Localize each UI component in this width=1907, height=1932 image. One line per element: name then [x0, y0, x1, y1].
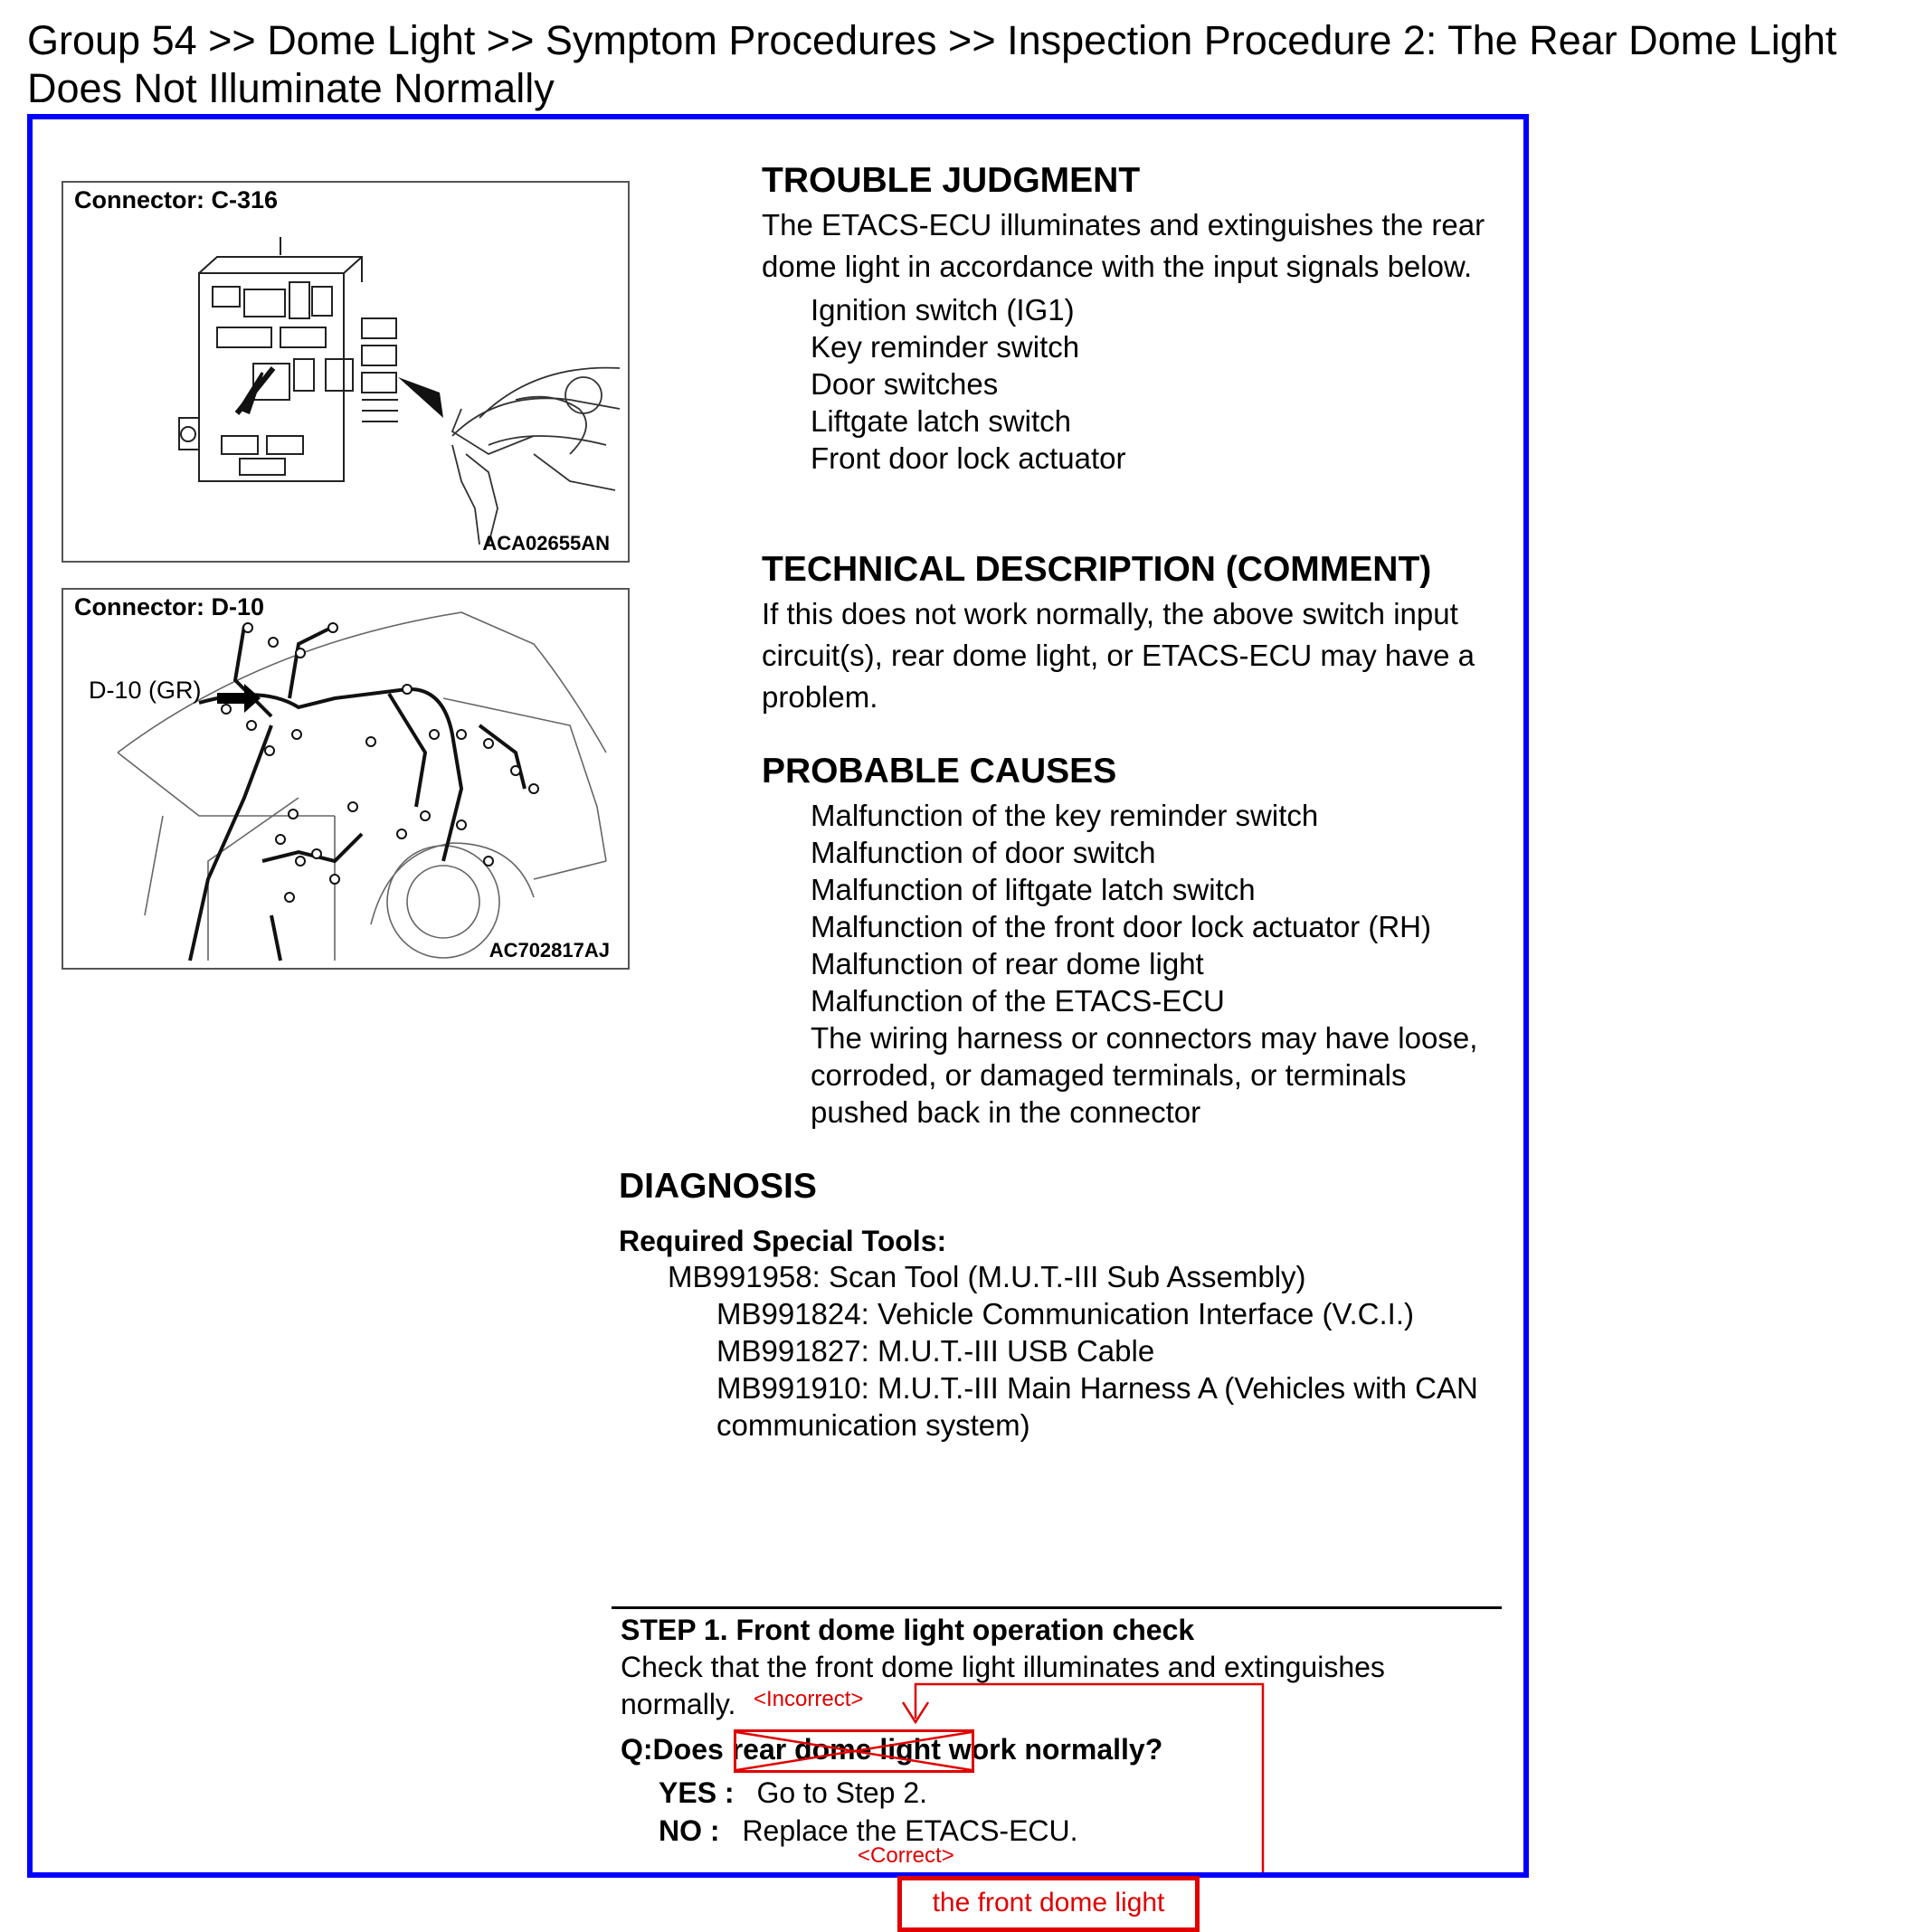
list-item: Ignition switch (IG1) — [811, 293, 1075, 327]
list-item: Key reminder switch — [811, 330, 1080, 364]
struck-phrase: rear dome light — [731, 1733, 941, 1766]
correct-label: <Correct> — [858, 1843, 954, 1868]
figure-title: Connector: D-10 — [74, 593, 265, 620]
list-item: Malfunction of door switch — [811, 836, 1156, 869]
list-item: Liftgate latch switch — [811, 404, 1071, 438]
section-heading: TECHNICAL DESCRIPTION (COMMENT) — [762, 550, 1432, 589]
section-text: The ETACS-ECU illuminates and extinguishes the rear dome light in accordance with the input signals below. — [762, 208, 1485, 283]
list-item: Malfunction of the ETACS-ECU — [811, 984, 1225, 1018]
section-heading: TROUBLE JUDGMENT — [762, 161, 1141, 200]
document-frame — [27, 114, 1529, 1918]
figure-title: Connector: C-316 — [74, 186, 279, 213]
section-heading: PROBABLE CAUSES — [762, 752, 1117, 791]
question-prefix: Q:Does — [621, 1733, 732, 1766]
correct-text: the front dome light — [932, 1888, 1165, 1918]
no-label: NO : — [659, 1814, 720, 1847]
section-heading: DIAGNOSIS — [619, 1167, 817, 1206]
tool-item: MB991824: Vehicle Communication Interface (V.C.I.) — [716, 1297, 1415, 1331]
list-item: Front door lock actuator — [811, 441, 1126, 475]
list-item: Malfunction of rear dome light — [811, 947, 1204, 980]
yes-text: Go to Step 2. — [756, 1776, 928, 1809]
section-text: If this does not work normally, the above switch input circuit(s), rear dome light, or ETACS-ECU may have a problem. — [762, 597, 1475, 714]
tool-item: MB991958: Scan Tool (M.U.T.-III Sub Assembly) — [668, 1260, 1306, 1293]
step-title: STEP 1. Front dome light operation check — [621, 1614, 1195, 1646]
step-text: Check that the front dome light illuminates and extinguishes normally. — [621, 1651, 1385, 1720]
list-item: Malfunction of liftgate latch switch — [811, 873, 1256, 906]
yes-label: YES : — [659, 1776, 735, 1809]
no-text: Replace the ETACS-ECU. — [742, 1814, 1078, 1847]
breadcrumb: Group 54 >> Dome Light >> Symptom Procedures >> Inspection Procedure 2: The Rear Dome Light Does Not Illuminate Normally — [27, 17, 1837, 111]
list-item: Malfunction of the key reminder switch — [811, 799, 1319, 832]
figure-code: AC702817AJ — [489, 939, 610, 961]
question-suffix: work normally? — [940, 1733, 1163, 1766]
connector-callout: D-10 (GR) — [89, 677, 202, 704]
tool-item: MB991910: M.U.T.-III Main Harness A (Vehicles with CAN communication system) — [716, 1371, 1478, 1442]
list-item: Door switches — [811, 367, 999, 401]
incorrect-label: <Incorrect> — [754, 1687, 864, 1711]
tool-item: MB991827: M.U.T.-III USB Cable — [716, 1334, 1155, 1368]
figure-code: ACA02655AN — [482, 532, 610, 554]
list-item: The wiring harness or connectors may have loose, corroded, or damaged terminals, or terminals pushed back in the connector — [811, 1021, 1478, 1129]
correction-arrow-icon — [33, 119, 1523, 1872]
list-item: Malfunction of the front door lock actuator (RH) — [811, 910, 1431, 943]
tools-heading: Required Special Tools: — [619, 1225, 947, 1257]
